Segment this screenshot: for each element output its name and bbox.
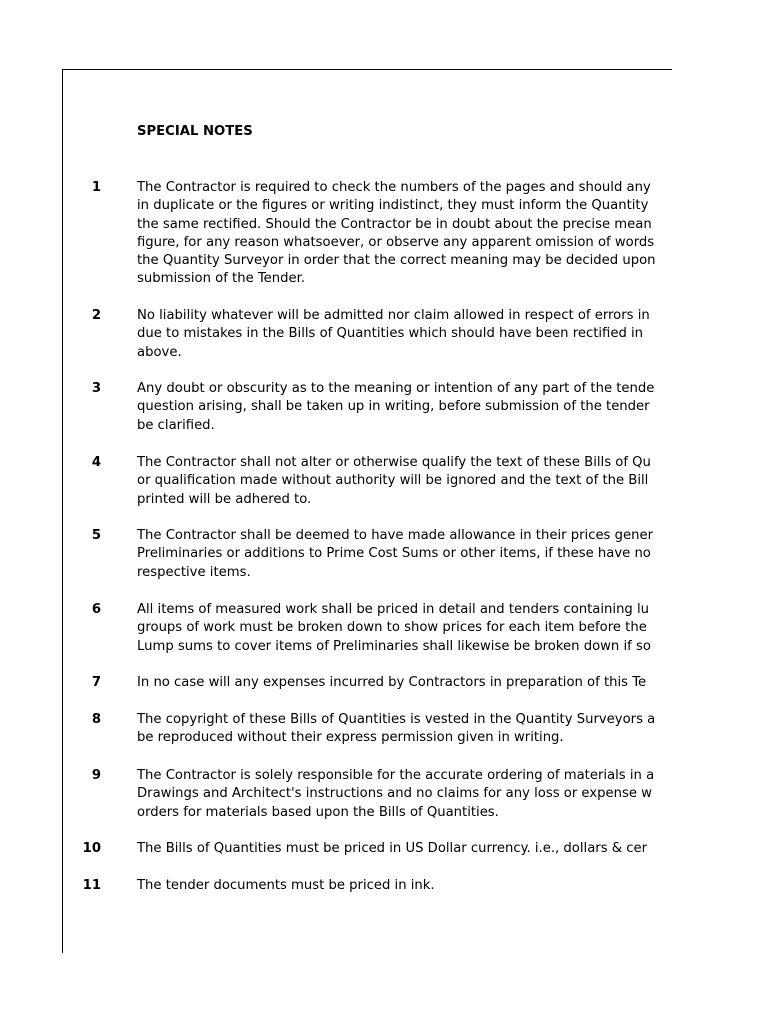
note-line: groups of work must be broken down to show prices for each item before the (137, 620, 647, 636)
note-number: 4 (91, 455, 101, 470)
note-number: 9 (91, 768, 101, 783)
note-number: 1 (91, 180, 101, 195)
note-line: Preliminaries or additions to Prime Cost Sums or other items, if these have no (137, 546, 651, 562)
note-text (137, 840, 647, 858)
note-line: The tender documents must be priced in ink. (137, 878, 435, 893)
note-line: Any doubt or obscurity as to the meaning or intention of any part of the tende (137, 381, 655, 396)
note-line: in duplicate or the figures or writing indistinct, they must inform the Quantity (137, 198, 649, 214)
note-line: orders for materials based upon the Bills of Quantities. (137, 804, 499, 820)
note-number: 10 (82, 841, 101, 856)
note-text (137, 380, 654, 435)
note-text (137, 711, 655, 748)
note-text (137, 454, 651, 509)
note-line: Lump sums to cover items of Preliminaries shall likewise be broken down if so (137, 638, 651, 654)
note-line: the Quantity Surveyor in order that the correct meaning may be decided upon (137, 253, 656, 269)
note-line: be clarified. (137, 417, 215, 433)
note-line: be reproduced without their express permission given in writing. (137, 730, 564, 746)
note-number: 6 (91, 602, 101, 617)
note-number: 2 (91, 308, 101, 323)
note-line: All items of measured work shall be priced in detail and tenders containing lu (137, 602, 650, 617)
note-text (137, 674, 646, 692)
note-text (137, 877, 435, 895)
note-line: No liability whatever will be admitted nor claim allowed in respect of errors in (137, 308, 650, 323)
note-line: The Bills of Quantities must be priced in US Dollar currency. i.e., dollars & cer (137, 841, 648, 856)
note-line: The Contractor is solely responsible for the accurate ordering of materials in a (137, 768, 655, 783)
document-page (63, 70, 672, 953)
note-line: In no case will any expenses incurred by Contractors in preparation of this Te (137, 675, 647, 690)
note-line: the same rectified. Should the Contractor be in doubt about the precise mean (137, 216, 652, 232)
note-number: 5 (91, 528, 101, 543)
note-line: The copyright of these Bills of Quantities is vested in the Quantity Surveyors a (137, 712, 656, 727)
note-line: printed will be adhered to. (137, 491, 312, 507)
note-line: The Contractor is required to check the numbers of the pages and should any (137, 180, 651, 195)
note-text (137, 179, 656, 289)
note-line: submission of the Tender. (137, 271, 306, 287)
note-number: 3 (91, 381, 101, 396)
note-number: 11 (82, 878, 101, 893)
note-line: respective items. (137, 564, 251, 580)
note-line: The Contractor shall be deemed to have made allowance in their prices gener (137, 528, 653, 543)
note-line: Drawings and Architect's instructions and no claims for any loss or expense w (137, 786, 652, 802)
note-text (137, 601, 651, 656)
note-text (137, 307, 650, 362)
note-line: due to mistakes in the Bills of Quantities which should have been rectified in (137, 326, 644, 342)
note-line: or qualification made without authority will be ignored and the text of the Bill (137, 473, 649, 489)
note-text (137, 527, 653, 582)
note-text (137, 767, 654, 822)
note-number: 8 (91, 712, 101, 727)
note-line: figure, for any reason whatsoever, or observe any apparent omission of words (137, 234, 655, 250)
page-title: SPECIAL NOTES (137, 124, 253, 139)
note-line: The Contractor shall not alter or otherwise qualify the text of these Bills of Qu (137, 455, 651, 470)
note-number: 7 (91, 675, 101, 690)
note-line: above. (137, 344, 182, 360)
note-line: question arising, shall be taken up in writing, before submission of the tender (137, 399, 650, 415)
